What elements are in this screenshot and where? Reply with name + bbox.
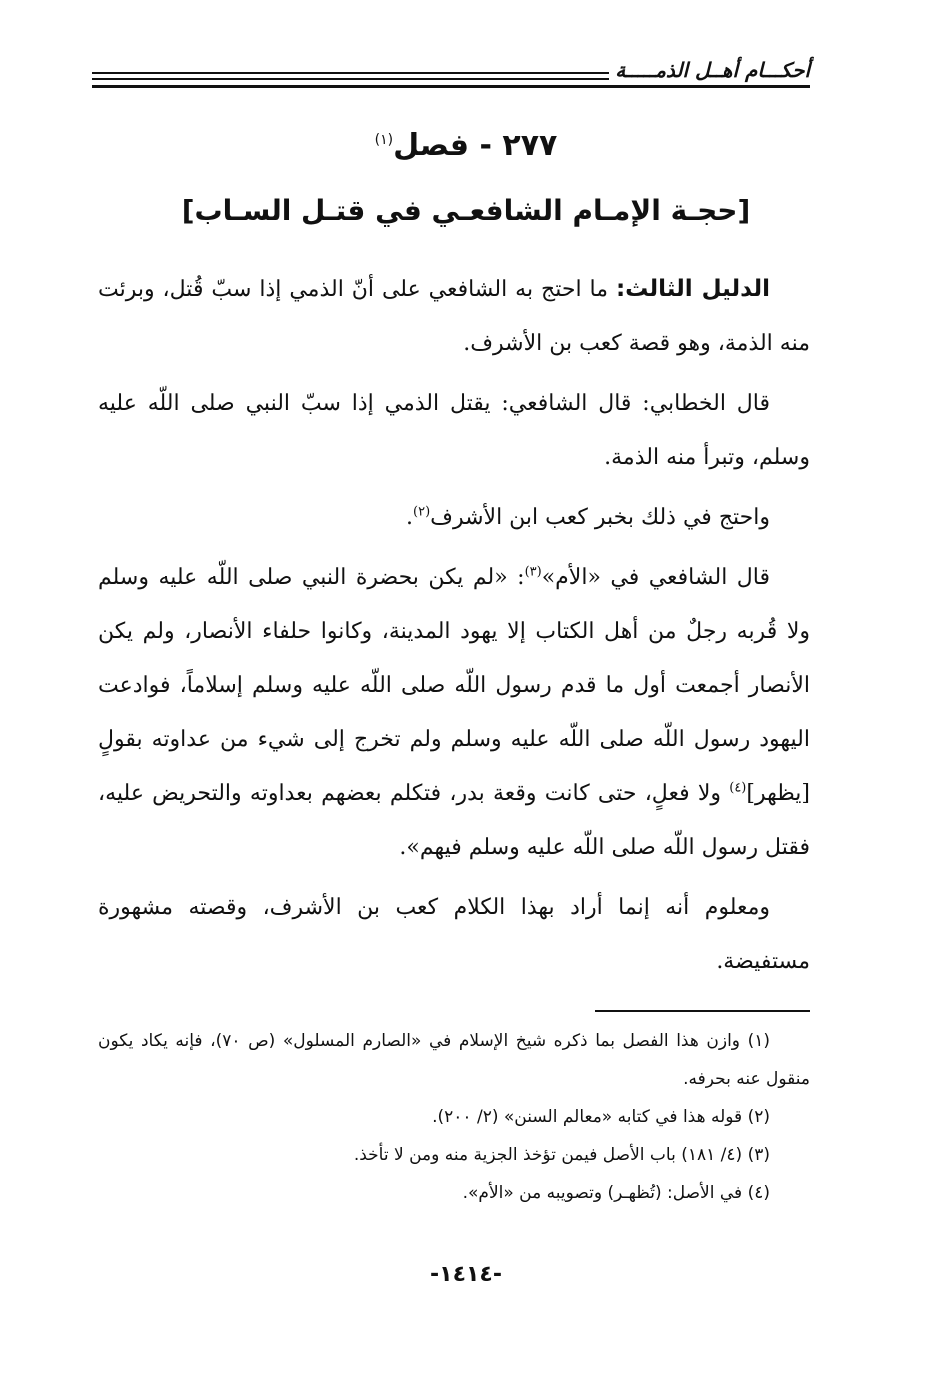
paragraph-text: قال الخطابي: قال الشافعي: يقتل الذمي إذا سبّ النبي صلى اللّه عليه وسلم، وتبرأ منه الذمة.: [98, 391, 810, 470]
section-heading: [0, 128, 932, 163]
paragraph-text: ومعلوم أنه إنما أراد بهذا الكلام كعب بن الأشرف، وقصته مشهورة مستفيضة.: [98, 895, 810, 974]
paragraph-text: واحتج في ذلك بخبر كعب ابن الأشرف: [430, 505, 770, 530]
footnote-ref: (١): [374, 132, 394, 148]
paragraph: [98, 262, 810, 371]
paragraph-text: : «لم يكن بحضرة النبي صلى اللّه عليه وسلم ولا قُربه رجلٌ من أهل الكتاب إلا يهود المدينة، وكانوا حلفاء الأنصار، ولم يكن الأنصار أجمعت أول ما قدم رسول اللّه صلى اللّه عليه وسلم إسلاماً، فوادعت اليهود رسول اللّه صلى اللّه عليه وسلم ولم تخرج إلى شيء من عداوته بقولٍ [يظهر]: [98, 565, 810, 806]
header-rule: [92, 85, 810, 88]
footnotes: [98, 1022, 810, 1212]
footnote-ref: (٤): [729, 780, 747, 796]
paragraph-text: ما احتج به الشافعي على أنّ الذمي إذا سبّ قُتل، وبرئت منه الذمة، وهو قصة كعب بن الأشرف.: [98, 277, 810, 356]
paragraph-lead: الدليل الثالث:: [615, 276, 770, 302]
section-subtitle: [حجـة الإمـام الشافعـي في قتـل السـاب]: [181, 194, 751, 227]
paragraph-text: ولا فعلٍ، حتى كانت وقعة بدر، فتكلم بعضهم بعداوته والتحريض عليه، فقتل رسول اللّه صلى اللّه عليه وسلم فيهم».: [98, 781, 810, 860]
footnote: (٤) في الأصل: (تُظهـر) وتصويبه من «الأم».: [462, 1183, 770, 1203]
footnote: (١) وازن هذا الفصل بما ذكره شيخ الإسلام في «الصارم المسلول» (ص ٧٠)، فإنه يكاد يكون منقول عنه بحرفه.: [98, 1031, 810, 1089]
paragraph-text: قال الشافعي في «الأم»: [541, 565, 770, 590]
paragraph: [98, 551, 810, 875]
paragraph: [98, 491, 810, 545]
footnote-ref: (٣): [524, 564, 542, 580]
footnote: (٢) قوله هذا في كتابه «معالم السنن» (٢/ ٢٠٠).: [432, 1107, 770, 1127]
paragraph: [98, 377, 810, 485]
footnote: (٣) (٤/ ١٨١) باب الأصل فيمن تؤخذ الجزية منه ومن لا تأخذ.: [353, 1145, 770, 1165]
footnote-divider: [595, 1010, 810, 1012]
section-heading-text: ٢٧٧ - فصل: [393, 128, 558, 163]
paragraph: [98, 881, 810, 989]
paragraph-text: .: [406, 505, 414, 530]
body-text: [98, 262, 810, 995]
footnote-ref: (٢): [413, 504, 431, 520]
running-header: [92, 58, 810, 98]
page-number: -١٤١٤-: [430, 1262, 502, 1287]
running-title: أحكـــام أهــل الذمـــــة: [609, 58, 810, 82]
